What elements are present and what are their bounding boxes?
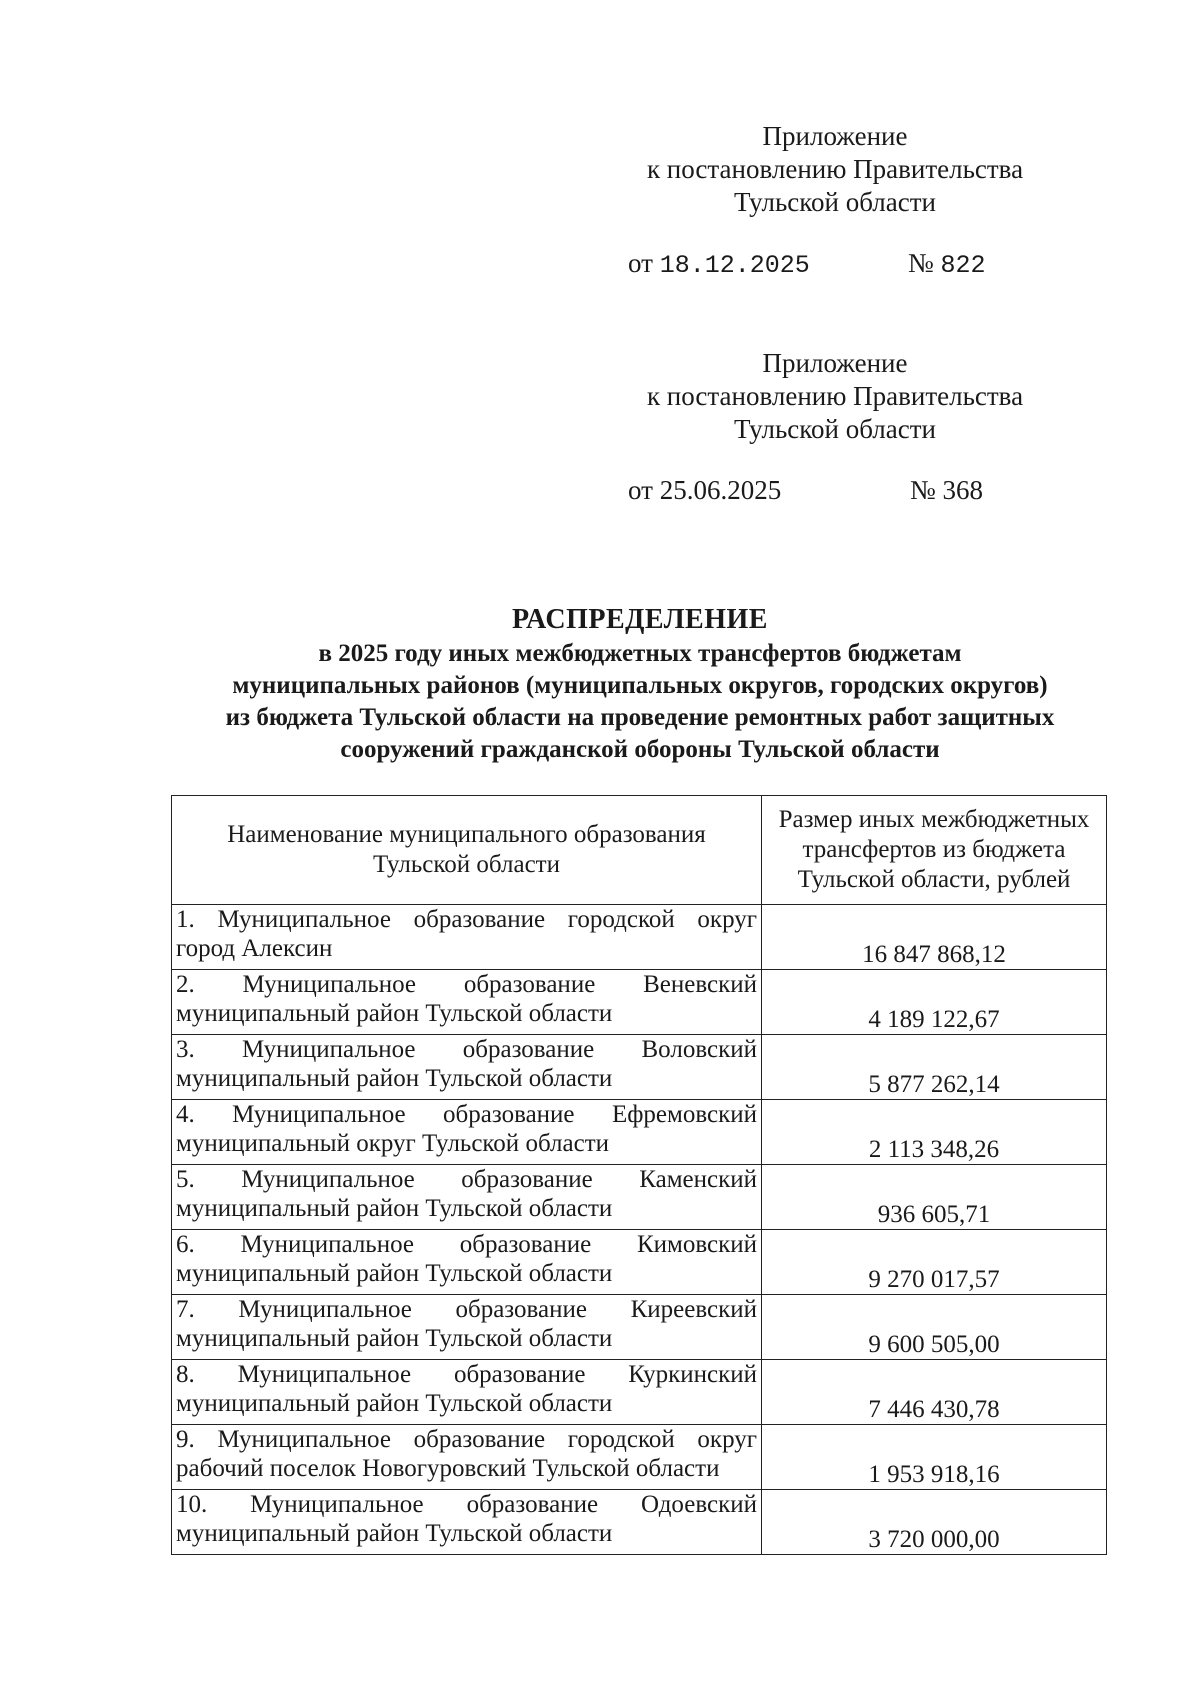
municipality-name-line: 10. Муниципальное образование Одоевский [176, 1491, 757, 1518]
municipality-name-cell [172, 905, 762, 970]
table-row [172, 1035, 1107, 1100]
municipality-name-line: муниципальный район Тульской области [176, 1325, 613, 1352]
title-line: муниципальных районов (муниципальных округов, городских округов) [232, 672, 1048, 699]
amount-cell: 936 605,71 [762, 1165, 1107, 1230]
municipality-name-cell [172, 1165, 762, 1230]
header-text: Тульской области, рублей [797, 866, 1071, 893]
attachment-region: Тульской области [734, 187, 936, 217]
table-row [172, 905, 1107, 970]
municipality-name-cell [172, 1425, 762, 1490]
attachment-reference: к постановлению Правительства [646, 381, 1024, 411]
attachment-reference: к постановлению Правительства [646, 154, 1024, 184]
municipality-name-line: 9. Муниципальное образование городской округ [176, 1426, 757, 1453]
table-row [172, 1100, 1107, 1165]
header-amount [762, 796, 1107, 905]
municipality-name-line: 2. Муниципальное образование Веневский [176, 971, 757, 998]
table-header-row [172, 796, 1107, 905]
attachment-title: Приложение [762, 121, 908, 151]
table-row [172, 1165, 1107, 1230]
header-text: трансфертов из бюджета [802, 836, 1066, 863]
table-row [172, 1360, 1107, 1425]
attachment-date-line-current [628, 248, 986, 280]
municipality-name-line: рабочий поселок Новогуровский Тульской области [176, 1455, 720, 1482]
amount-cell: 3 720 000,00 [762, 1490, 1107, 1555]
municipality-name-line: город Алексин [176, 935, 333, 962]
document-title [120, 602, 1160, 766]
table-row [172, 1425, 1107, 1490]
attachment-title: Приложение [762, 348, 908, 378]
attachment-header-previous [600, 347, 1070, 446]
municipality-name-cell [172, 1035, 762, 1100]
amount-cell: 9 270 017,57 [762, 1230, 1107, 1295]
table-row [172, 1230, 1107, 1295]
amount-cell: 9 600 505,00 [762, 1295, 1107, 1360]
number-prefix: № [908, 248, 934, 278]
title-line: в 2025 году иных межбюджетных трансфертов бюджетам [318, 640, 962, 667]
amount-cell: 2 113 348,26 [762, 1100, 1107, 1165]
attachment-number: 822 [940, 251, 986, 280]
amount-cell: 4 189 122,67 [762, 970, 1107, 1035]
municipality-name-line: муниципальный район Тульской области [176, 1195, 613, 1222]
municipality-name-line: 8. Муниципальное образование Куркинский [176, 1361, 757, 1388]
municipality-name-cell [172, 1230, 762, 1295]
attachment-region: Тульской области [734, 414, 936, 444]
header-text: Тульской области [373, 851, 560, 878]
attachment-date: от 25.06.2025 [628, 475, 782, 505]
amount-cell: 5 877 262,14 [762, 1035, 1107, 1100]
attachment-date: 18.12.2025 [659, 251, 810, 280]
header-text: Размер иных межбюджетных [778, 806, 1090, 833]
municipality-name-line: 1. Муниципальное образование городской округ [176, 906, 757, 933]
attachment-number-group [908, 248, 986, 280]
header-municipality [172, 796, 762, 905]
date-prefix: от [628, 248, 653, 278]
municipality-name-cell [172, 1100, 762, 1165]
attachment-header-current [600, 120, 1070, 219]
municipality-name-line: 4. Муниципальное образование Ефремовский [176, 1101, 757, 1128]
municipality-name-line: муниципальный район Тульской области [176, 1520, 613, 1547]
municipality-name-cell [172, 1360, 762, 1425]
amount-cell: 16 847 868,12 [762, 905, 1107, 970]
table-row [172, 970, 1107, 1035]
municipality-name-line: 3. Муниципальное образование Воловский [176, 1036, 757, 1063]
amount-cell: 7 446 430,78 [762, 1360, 1107, 1425]
attachment-number: № 368 [910, 475, 984, 505]
table-row [172, 1490, 1107, 1555]
municipality-name-line: муниципальный район Тульской области [176, 1390, 613, 1417]
title-line: из бюджета Тульской области на проведение ремонтных работ защитных [225, 704, 1055, 731]
municipality-name-line: 5. Муниципальное образование Каменский [176, 1166, 757, 1193]
header-text: Наименование муниципального образования [227, 821, 706, 848]
municipality-name-line: 6. Муниципальное образование Кимовский [176, 1231, 757, 1258]
attachment-date-line-previous [628, 475, 984, 506]
municipality-name-cell [172, 970, 762, 1035]
title-line: сооружений гражданской обороны Тульской области [340, 736, 940, 763]
municipality-name-line: муниципальный округ Тульской области [176, 1130, 610, 1157]
municipality-name-line: муниципальный район Тульской области [176, 1065, 613, 1092]
municipality-name-cell [172, 1295, 762, 1360]
municipality-name-line: 7. Муниципальное образование Киреевский [176, 1296, 757, 1323]
table-row [172, 1295, 1107, 1360]
municipality-name-line: муниципальный район Тульской области [176, 1260, 613, 1287]
municipality-name-line: муниципальный район Тульской области [176, 1000, 613, 1027]
title-main: РАСПРЕДЕЛЕНИЕ [512, 604, 768, 635]
municipality-name-cell [172, 1490, 762, 1555]
amount-cell: 1 953 918,16 [762, 1425, 1107, 1490]
distribution-table [171, 795, 1107, 1555]
